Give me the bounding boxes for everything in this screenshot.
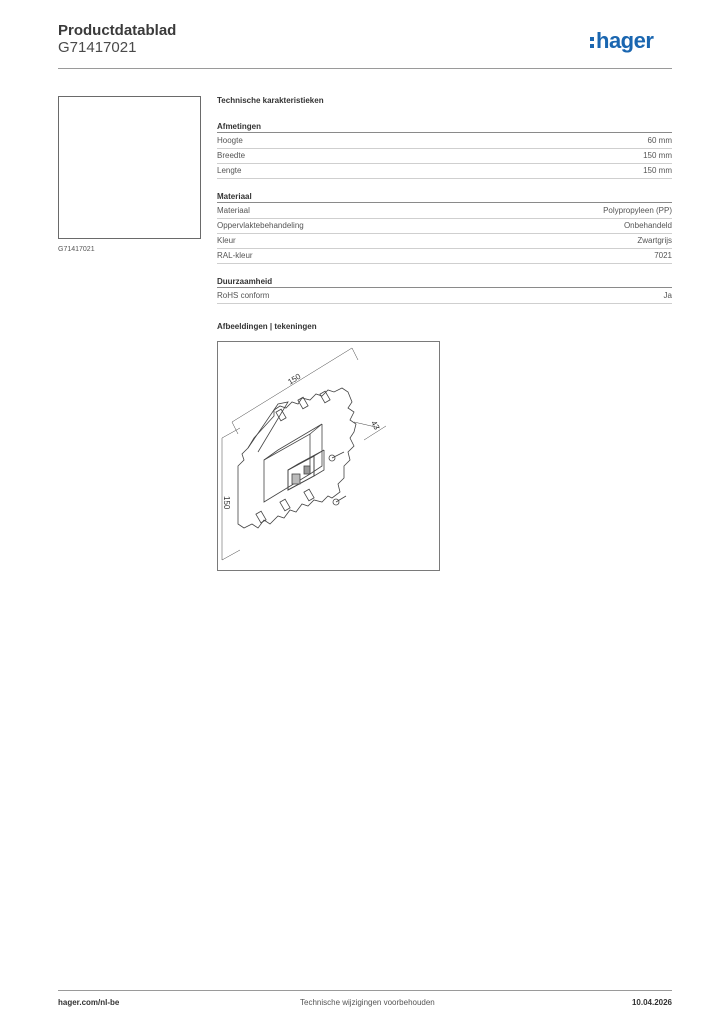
drawings-title: Afbeeldingen | tekeningen [217, 322, 317, 331]
spec-value: Polypropyleen (PP) [603, 206, 672, 215]
hager-logo [590, 28, 653, 54]
spec-label: Materiaal [217, 206, 250, 215]
header-rule [58, 68, 672, 69]
spec-value: 7021 [654, 251, 672, 260]
spec-label: Lengte [217, 166, 242, 175]
product-image-frame [58, 96, 201, 239]
footer-notice: Technische wijzigingen voorbehouden [300, 998, 435, 1007]
spec-label: Kleur [217, 236, 236, 245]
spec-row [217, 164, 672, 179]
spec-value: 150 mm [643, 151, 672, 160]
footer-date: 10.04.2026 [631, 998, 672, 1007]
spec-value: Onbehandeld [623, 221, 672, 230]
spec-row [217, 134, 672, 149]
section-heading: Materiaal [217, 191, 672, 203]
footer-website-link[interactable]: hager.com/nl-be [58, 998, 120, 1007]
specs-table [217, 96, 672, 316]
spec-value: Zwartgrijs [637, 236, 672, 245]
dimension-width-label: 150 [286, 371, 303, 387]
section-dimensions [217, 121, 672, 179]
logo-text: hager [596, 28, 654, 53]
spec-label: Oppervlaktebehandeling [217, 221, 304, 230]
logo-dots-icon [590, 37, 594, 48]
spec-row [217, 289, 672, 304]
spec-label: RoHS conform [217, 291, 270, 300]
product-image-caption: G71417021 [58, 246, 95, 253]
spec-label: Hoogte [217, 136, 243, 145]
footer-rule [58, 990, 672, 991]
technical-drawing [218, 342, 439, 570]
spec-label: Breedte [217, 151, 246, 160]
section-sustainability [217, 276, 672, 304]
spec-row [217, 234, 672, 249]
spec-row [217, 219, 672, 234]
spec-value: 60 mm [647, 136, 672, 145]
spec-row [217, 249, 672, 264]
spec-row [217, 149, 672, 164]
spec-label: RAL-kleur [217, 251, 253, 260]
dimension-height-label: 150 [222, 496, 231, 510]
product-code: G71417021 [58, 39, 137, 56]
section-material [217, 191, 672, 264]
section-heading: Duurzaamheid [217, 276, 672, 288]
spec-value: 150 mm [643, 166, 672, 175]
dimension-depth-label: 43 [369, 419, 382, 432]
section-heading: Afmetingen [217, 121, 672, 133]
technical-drawing-frame [217, 341, 440, 571]
specs-title: Technische karakteristieken [217, 96, 324, 105]
spec-value: Ja [663, 291, 672, 300]
spec-row [217, 204, 672, 219]
document-title: Productdatablad [58, 22, 177, 39]
